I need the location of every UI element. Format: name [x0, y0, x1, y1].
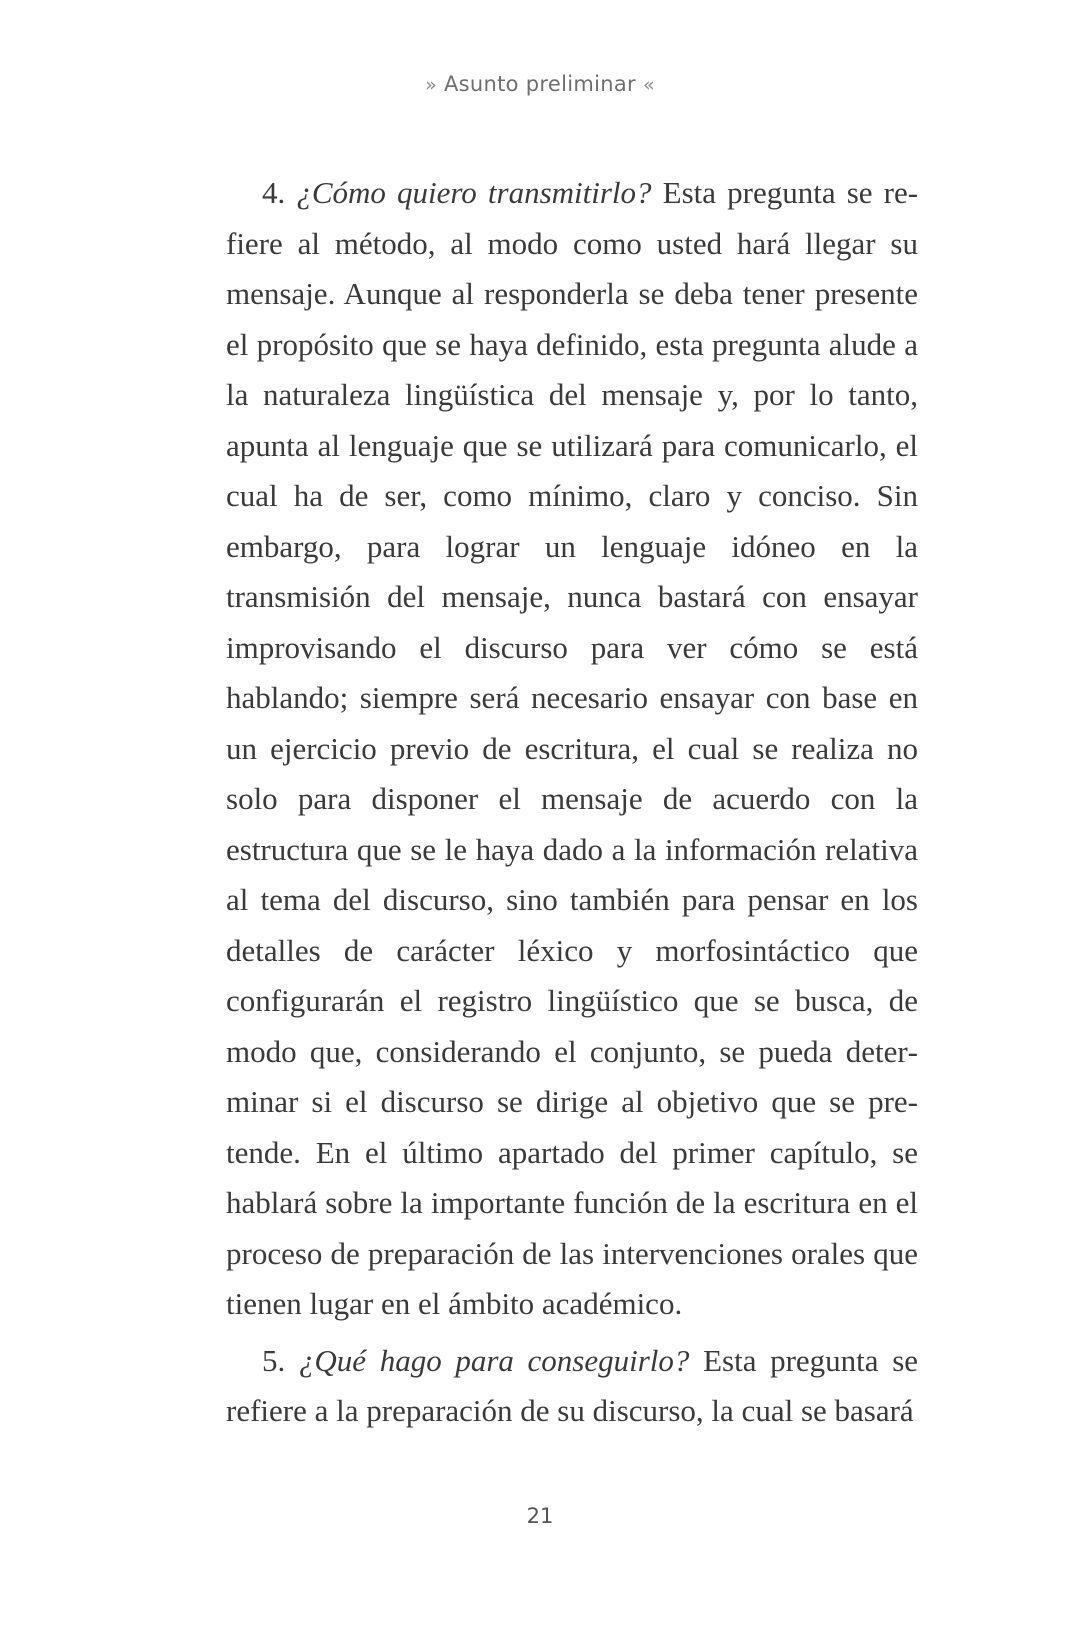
header-close-mark: « — [642, 74, 655, 96]
item-text: Esta pregunta se refiere al método, al modo como usted hará llegar su mensaje. Aunque al responderla se deba tener presente el propósito que se haya definido, esta pregunta alude a la naturaleza lingüística del mensaje y, por lo tanto, apunta al lenguaje que se utilizará para comunicarlo, el cual ha de ser, como mínimo, claro y conciso. Sin embargo, para lograr un lenguaje idóneo en la transmisión del mensaje, nunca bastará con ensayar improvisando el discurso para ver cómo se está hablando; siempre será necesario ensayar con base en un ejercicio previo de escritura, el cual se realiza no solo para disponer el mensaje de acuerdo con la estructura que se le haya dado a la información relativa al tema del discurso, sino también para pensar en los detalles de carácter léxico y morfosintáctico que configurarán el registro lingüístico que se busca, de modo que, considerando el conjunto, se pueda determinar si el discurso se dirige al objetivo que se pretende. En el último apartado del primer capítulo, se hablará sobre la importante función de la escritura en el proceso de preparación de las intervenciones orales que tienen lugar en el ámbito académico. — [226, 175, 919, 1321]
running-header — [0, 72, 1080, 96]
item-question: ¿Cómo quiero transmitirlo? — [296, 175, 652, 210]
header-title: Asunto preliminar — [444, 72, 636, 96]
item-question: ¿Qué hago para conseguirlo? — [298, 1342, 690, 1378]
item-number: 4. — [262, 175, 286, 210]
page-number: 21 — [526, 1504, 554, 1528]
paragraph-item-5 — [226, 1336, 918, 1437]
paragraph-item-4 — [226, 168, 918, 1330]
item-number: 5. — [262, 1342, 286, 1378]
header-open-mark: » — [425, 74, 438, 96]
body-text — [226, 168, 918, 1443]
item-text: Esta pregunta se refiere a la preparación de su discurso, la cual se basará — [226, 1342, 919, 1428]
